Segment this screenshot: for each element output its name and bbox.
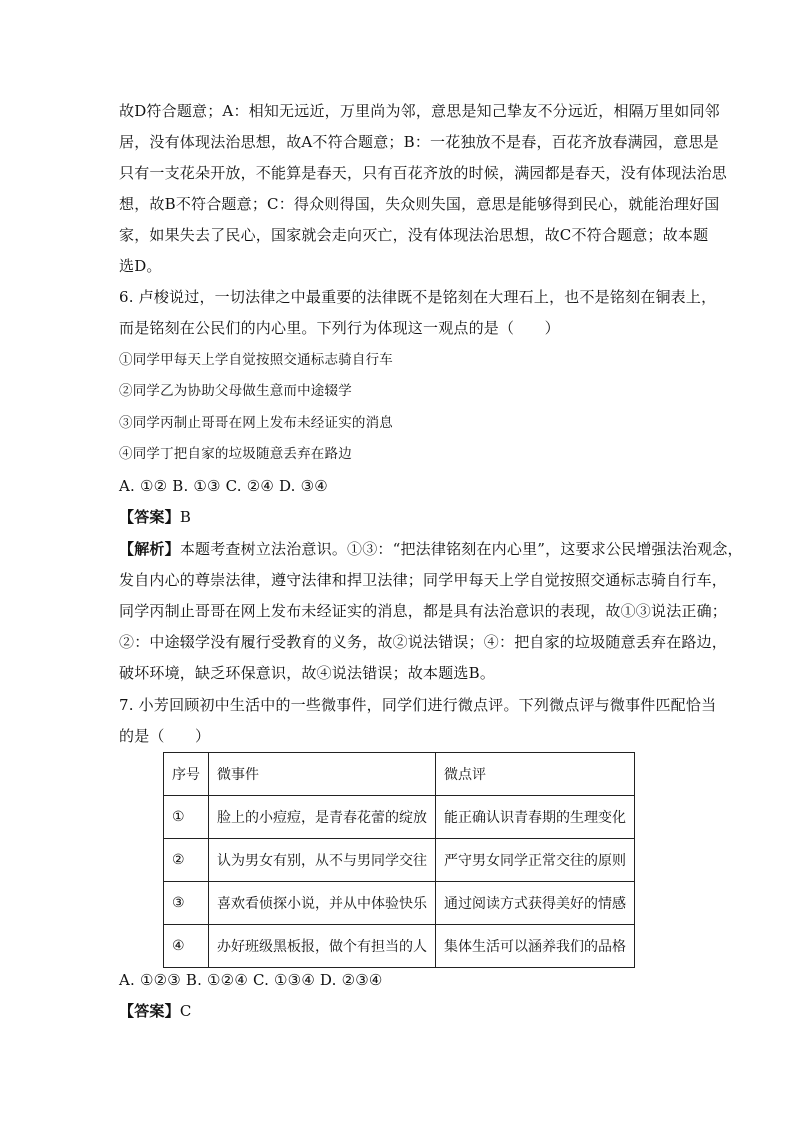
analysis-line: 同学丙制止哥哥在网上发布未经证实的消息，都是具有法治意识的表现，故①③说法正确； [119,602,728,620]
explanation-line: 想，故B不符合题意；C：得众则得国，失众则失国，意思是能够得到民心，就能治理好国 [119,195,720,213]
table-row [164,839,635,882]
question-6-answer [119,507,689,527]
table-header-cell: 微事件 [209,753,436,796]
question-6-item: ③同学丙制止哥哥在网上发布未经证实的消息 [119,415,393,431]
answer-value: B [179,508,192,526]
question-7-stem: 的是（ ） [119,727,211,745]
explanation-line: 选D。 [119,257,162,275]
answer-value: C [179,1002,192,1020]
question-6-analysis [119,539,743,559]
analysis-tag: 【解析】 [119,540,180,558]
analysis-line: 破坏环境，缺乏环保意识，故④说法错误；故本题选B。 [119,664,496,682]
question-7-stem: 7. 小芳回顾初中生活中的一些微事件，同学们进行微点评。下列微点评与微事件匹配恰当 [119,696,717,714]
table-cell: 通过阅读方式获得美好的情感 [436,882,635,925]
question-7-answer [119,1001,689,1021]
analysis-line: 发自内心的尊崇法律，遵守法律和捍卫法律；同学甲每天上学自觉按照交通标志骑自行车， [119,571,728,589]
question-6-stem: 6. 卢梭说过，一切法律之中最重要的法律既不是铭刻在大理石上，也不是铭刻在铜表上， [119,288,717,306]
table-cell: ④ [164,925,209,968]
question-7-table [163,752,635,968]
answer-tag: 【答案】 [119,1002,180,1020]
question-6-item: ④同学丁把自家的垃圾随意丢弃在路边 [119,446,352,462]
table-row [164,882,635,925]
table-cell: 喜欢看侦探小说，并从中体验快乐 [209,882,436,925]
table-cell: 认为男女有别，从不与男同学交往 [209,839,436,882]
table-row [164,925,635,968]
table-cell: 办好班级黑板报，做个有担当的人 [209,925,436,968]
table-row [164,796,635,839]
table-cell: 脸上的小痘痘，是青春花蕾的绽放 [209,796,436,839]
table-cell: ① [164,796,209,839]
question-7-options: A. ①②③ B. ①②④ C. ①③④ D. ②③④ [119,971,383,989]
question-6-item: ②同学乙为协助父母做生意而中途辍学 [119,383,352,399]
question-6-options: A. ①② B. ①③ C. ②④ D. ③④ [119,477,328,495]
explanation-line: 只有一支花朵开放，不能算是春天，只有百花齐放的时候，满园都是春天，没有体现法治思 [119,164,728,182]
table-cell: 能正确认识青春期的生理变化 [436,796,635,839]
explanation-line: 居，没有体现法治思想，故A不符合题意；B：一花独放不是春，百花齐放春满园，意思是 [119,133,719,151]
table-cell: ② [164,839,209,882]
question-6-stem: 而是铭刻在公民们的内心里。下列行为体现这一观点的是（ ） [119,319,560,337]
explanation-line: 家，如果失去了民心，国家就会走向灭亡，没有体现法治思想，故C不符合题意；故本题 [119,226,709,244]
explanation-line: 故D符合题意；A：相知无远近，万里尚为邻，意思是知己挚友不分远近，相隔万里如同邻 [119,102,720,120]
answer-tag: 【答案】 [119,508,180,526]
analysis-line: ②：中途辍学没有履行受教育的义务，故②说法错误；④：把自家的垃圾随意丢弃在路边， [119,633,728,651]
table-header-cell: 微点评 [436,753,635,796]
analysis-text: 本题考查树立法治意识。①③：“把法律铭刻在内心里”，这要求公民增强法治观念， [179,540,743,558]
table-header-cell: 序号 [164,753,209,796]
table-cell: 严守男女同学正常交往的原则 [436,839,635,882]
table-header-row [164,753,635,796]
question-6-item: ①同学甲每天上学自觉按照交通标志骑自行车 [119,352,393,368]
table-cell: ③ [164,882,209,925]
table-cell: 集体生活可以涵养我们的品格 [436,925,635,968]
